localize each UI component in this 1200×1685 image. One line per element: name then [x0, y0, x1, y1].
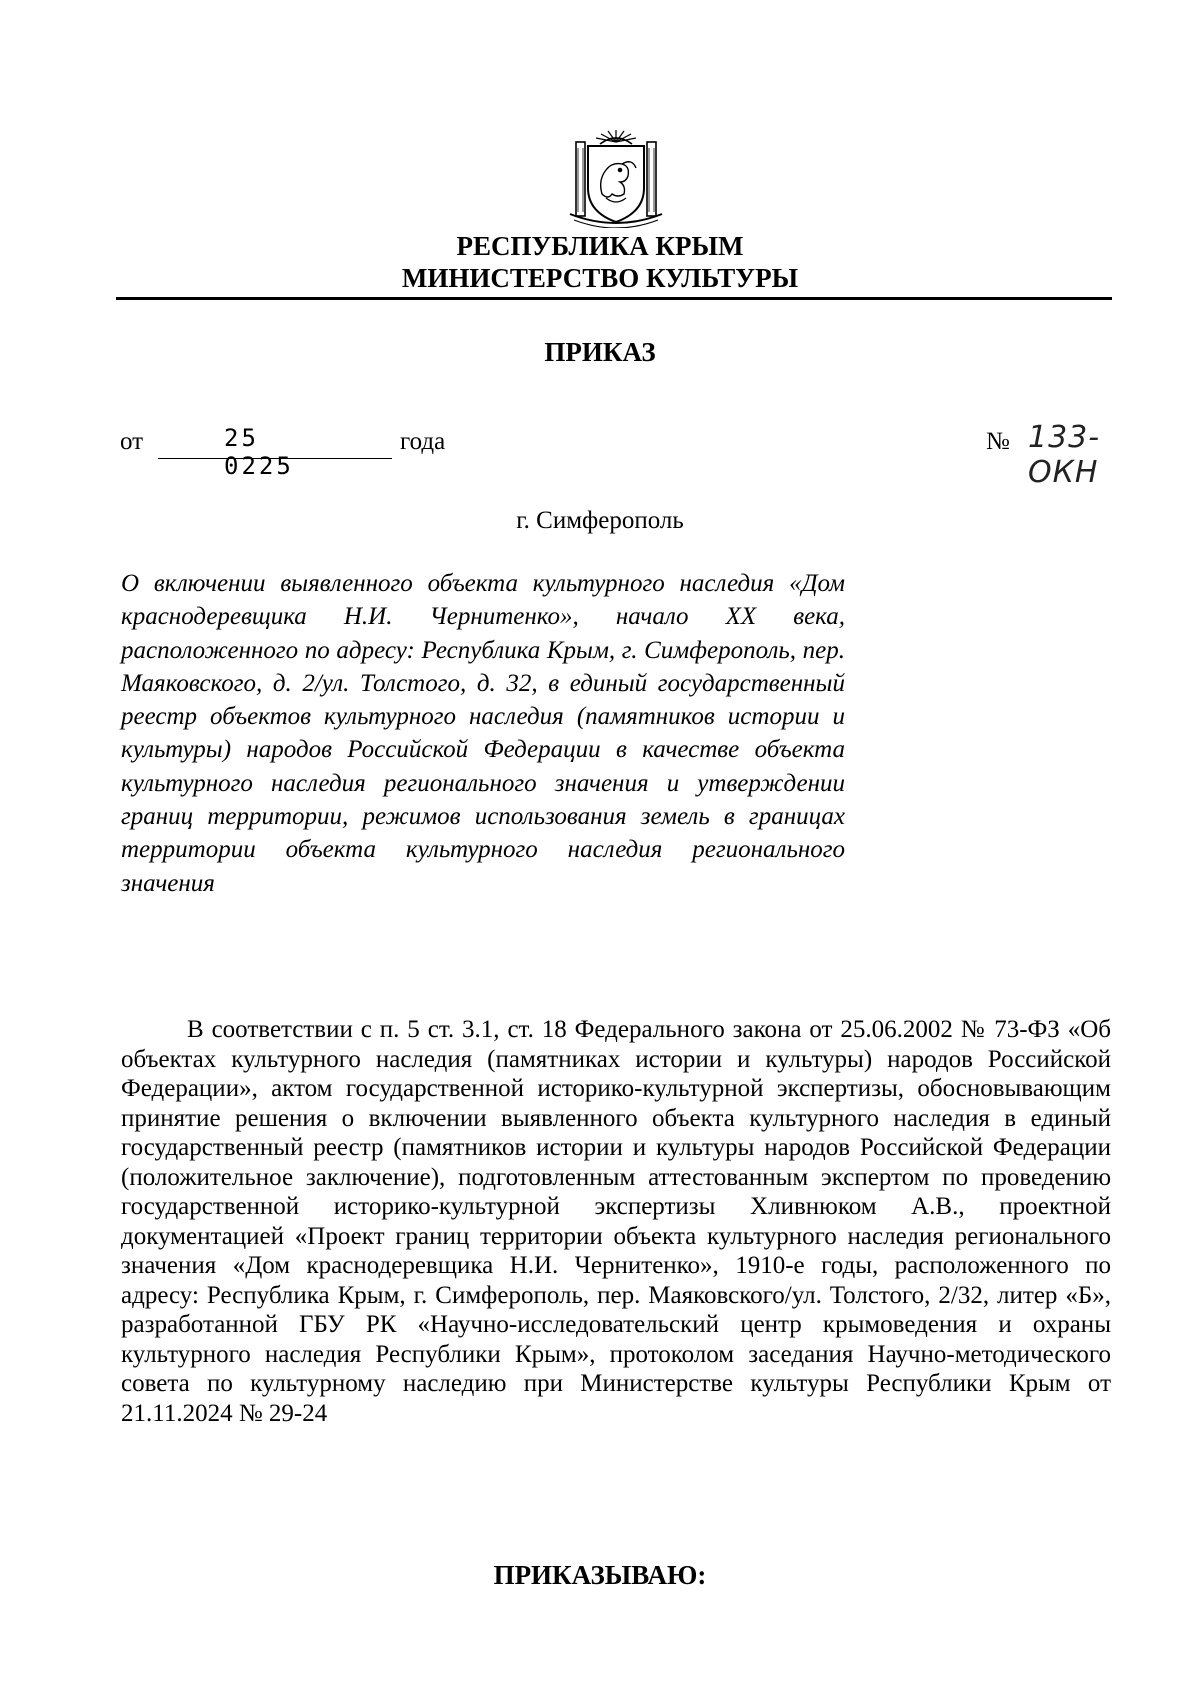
- number-value: 133-ОКН: [1028, 420, 1101, 490]
- city-name: г. Симферополь: [516, 507, 684, 534]
- date-prefix: от: [120, 428, 144, 455]
- document-subject: О включении выявленного объекта культурного наследия «Дом краснодеревщика Н.И. Чернитенко», начало XX века, расположенного по адресу: Республика Крым, г. Симферополь, пер. Маяковского, д. 2/ул. Толстого, д. 32, в единый государственный реестр объектов культурного наследия (памятников истории и культуры) народов Российской Федерации в качестве объекта культурного наследия регионального значения и утверждении границ территории, режимов использования земель в границах территории объекта культурного наследия регионального значения: [121, 570, 845, 897]
- preamble-paragraph: В соответствии с п. 5 ст. 3.1, ст. 18 Федерального закона от 25.06.2002 № 73-ФЗ «Об объектах культурного наследия (памятниках истории и культуры) народов Российской Федерации», актом государственной историко-культурной экспертизы, обосновывающим принятие решения о включении выявленного объекта культурного наследия в единый государственный реестр (памятников истории и культуры народов Российской Федерации (положительное заключение), подготовленным аттестованным экспертом по проведению государственной историко-культурной экспертизы Хливнюком А.В., проектной документацией «Проект границ территории объекта культурного наследия регионального значения «Дом краснодеревщика Н.И. Чернитенко», 1910-е годы, расположенного по адресу: Республика Крым, г. Симферополь, пер. Маяковского/ул. Толстого, 2/32, литер «Б», разработанной ГБУ РК «Научно-исследовательский центр крымоведения и охраны культурного наследия Республики Крым», протоколом заседания Научно-методического совета по культурному наследию при Министерстве культуры Республики Крым от 21.11.2024 № 29-24: [121, 1016, 1111, 1427]
- order-command: ПРИКАЗЫВАЮ:: [493, 1560, 707, 1590]
- header-divider: [116, 297, 1112, 300]
- coat-of-arms-crimea-icon: [566, 124, 666, 228]
- date-suffix: года: [400, 428, 446, 455]
- date-value: 25 0225: [224, 424, 294, 480]
- organization-name-line2: МИНИСТЕРСТВО КУЛЬТУРЫ: [401, 263, 799, 293]
- document-number: [986, 420, 1116, 490]
- number-sign: №: [986, 428, 1010, 455]
- document-type-title: ПРИКАЗ: [544, 337, 656, 367]
- organization-name-line1: РЕСПУБЛИКА КРЫМ: [456, 231, 744, 261]
